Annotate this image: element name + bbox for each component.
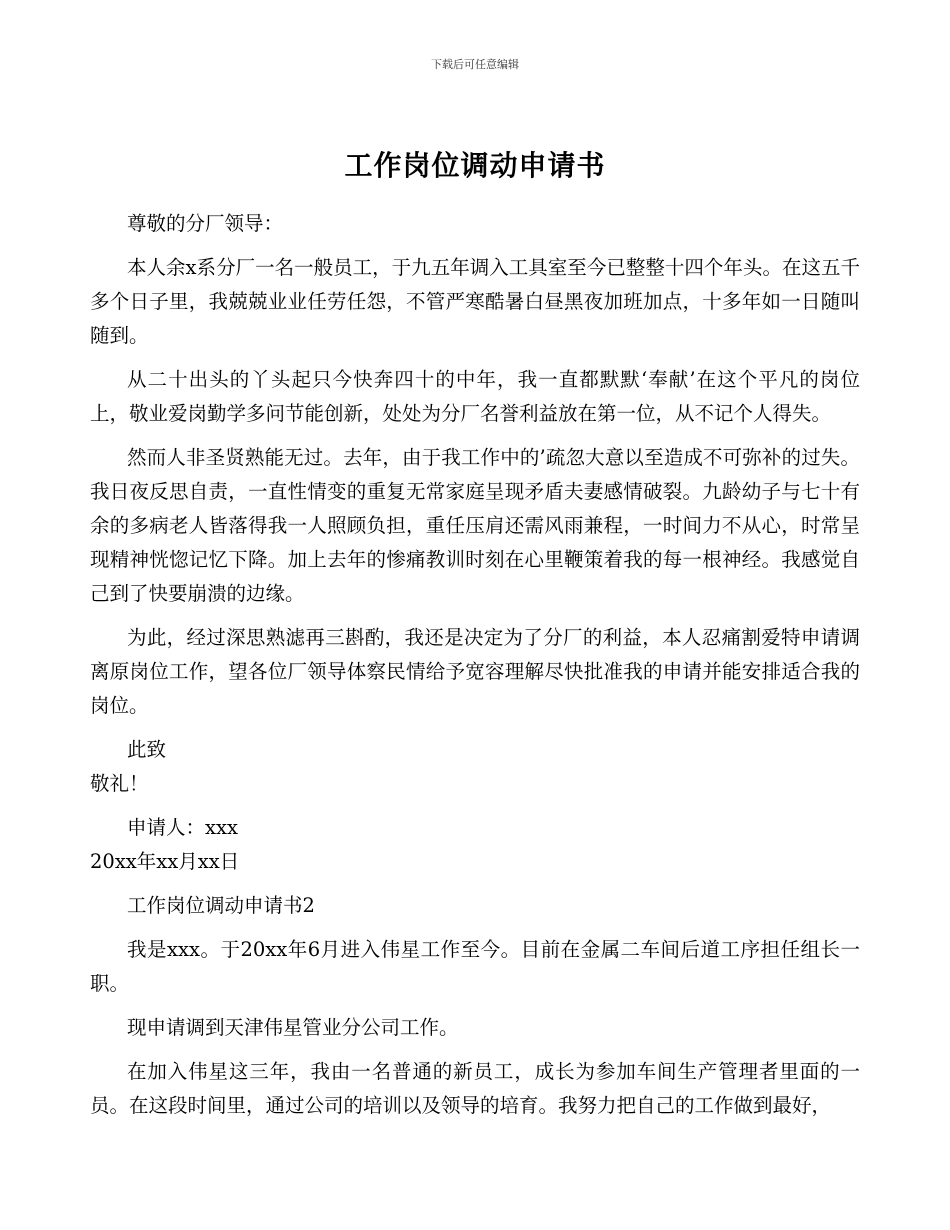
paragraph: 在加入伟星这三年，我由一名普通的新员工，成长为参加车间生产管理者里面的一员。在这段时间里，通过公司的培训以及领导的培育。我努力把自己的工作做到最好， [90,1060,860,1117]
application-date: 20xx年xx月xx日 [90,850,240,873]
salutation: 尊敬的分厂领导： [127,212,284,235]
page-header-note: 下载后可任意编辑 [431,58,519,71]
document-body [90,207,860,1133]
paragraph: 然而人非圣贤熟能无过。去年，由于我工作中的’疏忽大意以至造成不可弥补的过失。我日夜反思自责，一直性情变的重复无常家庭呈现矛盾夫妻感情破裂。九龄幼子与七十有余的多病老人皆落得我一人照顾负担，重任压肩还需风雨兼程，一时间力不从心，时常呈现精神恍惚记忆下降。加上去年的惨痛教训时刻在心里鞭策着我的每一根神经。我感觉自己到了快要崩溃的边缘。 [90,446,860,605]
paragraph: 从二十出头的丫头起只今快奔四十的中年，我一直都默默‘奉献’在这个平凡的岗位上，敬业爱岗勤学多问节能创新，处处为分厂名誉利益放在第一位，从不记个人得失。 [90,368,860,425]
section-heading: 工作岗位调动申请书2 [127,894,315,917]
closing-regards: 敬礼！ [90,772,149,795]
paragraph: 本人余x系分厂一名一般员工，于九五年调入工具室至今已整整十四个年头。在这五千多个日子里，我兢兢业业任劳任怨，不管严寒酷暑白昼黑夜加班加点，十多年如一日随叫随到。 [90,256,860,347]
closing-line: 此致 [127,738,167,761]
applicant-signature: 申请人：xxx [127,816,238,839]
paragraph: 现申请调到天津伟星管业分公司工作。 [127,1016,459,1039]
paragraph: 为此，经过深思熟滤再三斟酌，我还是决定为了分厂的利益，本人忍痛割爱特申请调离原岗位工作，望各位厂领导体察民情给予宽容理解尽快批准我的申请并能安排适合我的岗位。 [90,626,860,717]
paragraph: 我是xxx。于20xx年6月进入伟星工作至今。目前在金属二车间后道工序担任组长一职。 [90,938,860,995]
document-title: 工作岗位调动申请书 [344,149,606,182]
